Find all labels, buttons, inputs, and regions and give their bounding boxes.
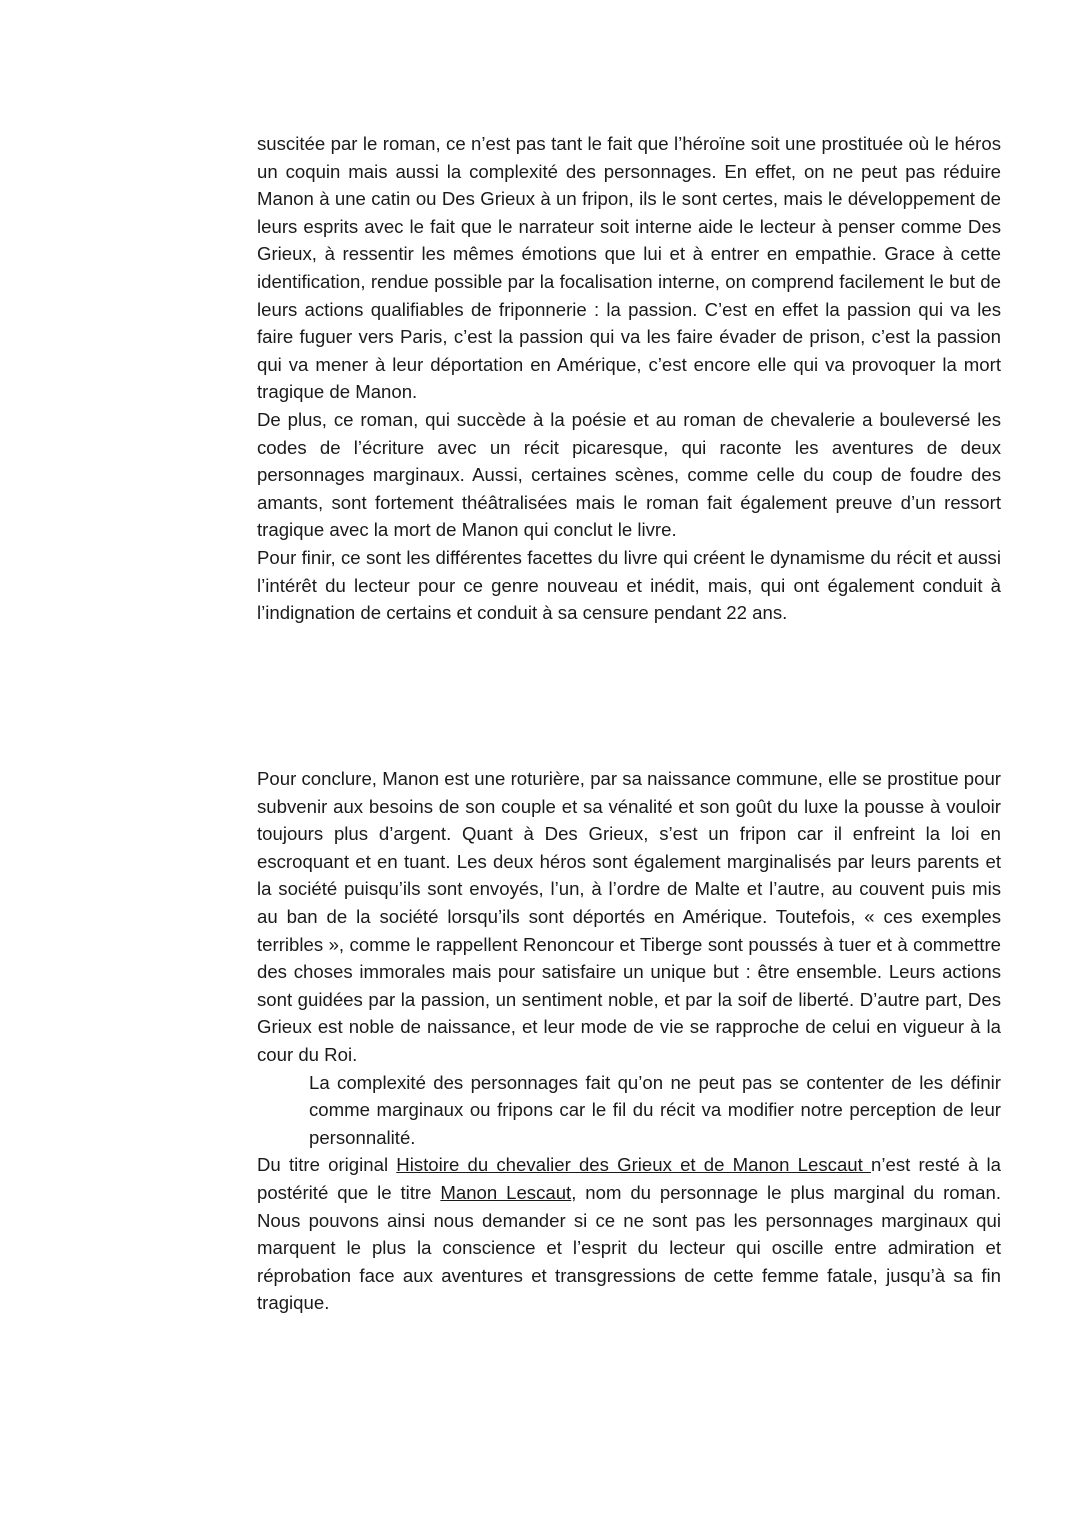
paragraph-complexity: suscitée par le roman, ce n’est pas tant le fait que l’héroïne soit une prostituée où le héros un coquin mais aussi la complexité des personnages. En effet, on ne peut pas réduire Manon à une catin ou Des Grieux à un fripon, ils le sont certes, mais le développement de leurs esprits avec le fait que le narrateur soit interne aide le lecteur à penser comme Des Grieux, à ressentir les mêmes émotions que lui et à entrer en empathie. Grace à cette identification, rendue possible par la focalisation interne, on comprend facilement le but de leurs actions qualifiables de friponnerie : la passion. C’est en effet la passion qui va les faire fuguer vers Paris, c’est la passion qui va les faire évader de prison, c’est la passion qui va mener à leur déportation en Amérique, c’est encore elle qui va provoquer la mort tragique de Manon. (257, 133, 1001, 403)
paragraph-facets: Pour finir, ce sont les différentes facettes du livre qui créent le dynamisme du récit et aussi l’intérêt du lecteur pour ce genre nouveau et inédit, mais, qui ont également conduit à l’indignation de certains et conduit à sa censure pendant 22 ans. (257, 546, 1001, 624)
opening-text-end: , nom du personnage le plus marginal du roman. Nous pouvons ainsi nous demander si ce ne sont pas les personnages marginaux qui marquent le plus la conscience et l’esprit du lecteur qui oscille entre admiration et réprobation face aux aventures et transgressions de cette femme fatale, jusqu’à sa fin tragique. (257, 1181, 1001, 1314)
paragraph-picaresque: De plus, ce roman, qui succède à la poésie et au roman de chevalerie a bouleversé les codes de l’écriture avec un récit picaresque, qui raconte les aventures de deux personnages marginaux. Aussi, certaines scènes, comme celle du coup de foudre des amants, sont fortement théâtralisées mais le roman fait également preuve d’un ressort tragique avec la mort de Manon qui conclut le livre. (257, 408, 1001, 541)
paragraph-conclusion: Pour conclure, Manon est une roturière, par sa naissance commune, elle se prostitue pour subvenir aux besoins de son couple et sa vénalité et son goût du luxe la pousse à vouloir toujours plus d’argent. Quant à Des Grieux, s’est un fripon car il enfreint la loi en escroquant et en tuant. Les deux héros sont également marginalisés par leurs parents et la société puisqu’ils sont envoyés, l’un, à l’ordre de Malte et l’autre, au couvent puis mis au ban de la société lorsqu’ils sont déportés en Amérique. Toutefois, « ces exemples terribles », comme le rappellent Renoncour et Tiberge sont poussés à tuer et à commettre des choses immorales mais pour satisfaire un unique but : être ensemble. Leurs actions sont guidées par la passion, un sentiment noble, et par la soif de liberté. D’autre part, Des Grieux est noble de naissance, et leur mode de vie se rapproche de celui en vigueur à la cour du Roi. (257, 768, 1001, 1065)
paragraph-complexity-indented: La complexité des personnages fait qu’on ne peut pas se contenter de les définir comme marginaux ou fripons car le fil du récit va modifier notre perception de leur personnalité. (309, 1071, 1001, 1148)
short-title: Manon Lescaut (440, 1181, 572, 1203)
paragraph-opening-question (257, 1151, 1001, 1317)
opening-text-start: Du titre original (257, 1154, 397, 1176)
text-block-argument (257, 130, 1001, 627)
opening-text-mid: n’est resté à la postérité que le titre (257, 1154, 1001, 1203)
original-title: Histoire du chevalier des Grieux et de Manon Lescaut (396, 1154, 871, 1176)
text-block-conclusion (257, 765, 1001, 1317)
